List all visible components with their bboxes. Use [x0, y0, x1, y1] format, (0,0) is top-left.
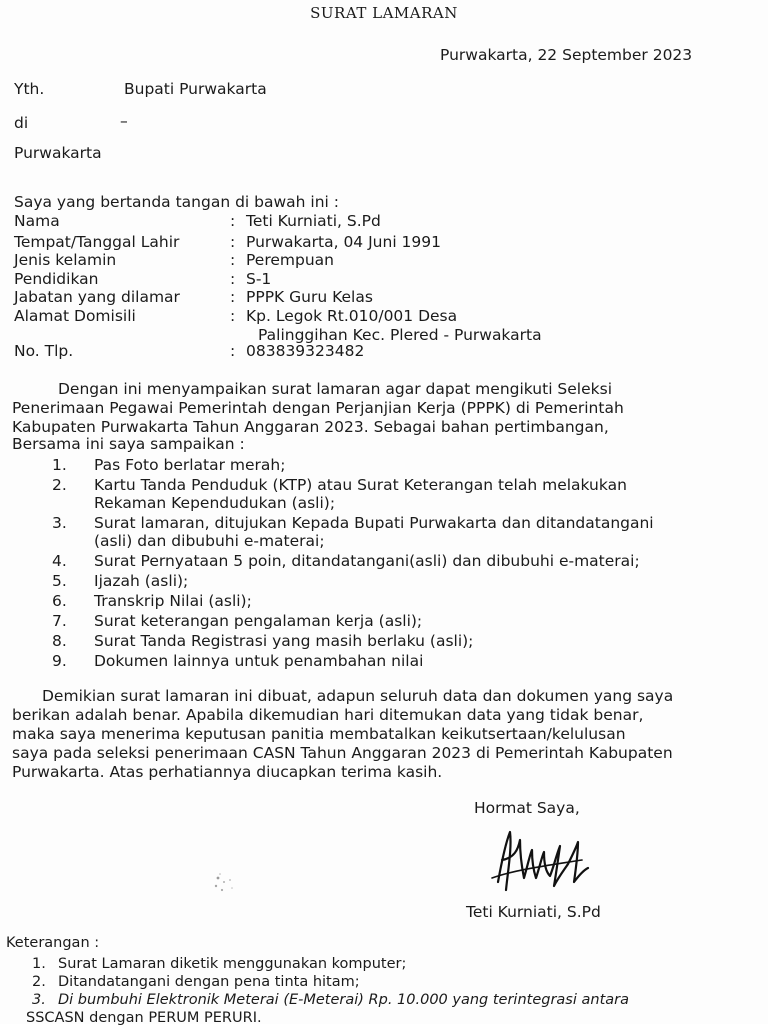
recipient-di-dash: –	[120, 112, 128, 130]
field-label: Tempat/Tanggal Lahir	[14, 233, 180, 251]
letter-title: SURAT LAMARAN	[310, 4, 458, 22]
list-text: Surat lamaran, ditujukan Kepada Bupati Purwakarta dan ditandatangani	[94, 514, 654, 532]
field-value: PPPK Guru Kelas	[246, 288, 373, 306]
list-number: 9.	[52, 652, 67, 670]
list-number: 3.	[52, 514, 67, 532]
field-value: S-1	[246, 270, 272, 288]
list-number: 7.	[52, 612, 67, 630]
field-label: Jabatan yang dilamar	[14, 288, 180, 306]
list-text: Surat Tanda Registrasi yang masih berlaku (asli);	[94, 632, 474, 650]
recipient-city: Purwakarta	[14, 144, 102, 162]
paragraph-line: maka saya menerima keputusan panitia membatalkan keikutsertaan/kelulusan	[12, 725, 626, 743]
list-text-line2: (asli) dan dibubuhi e-materai;	[94, 532, 325, 550]
paragraph-line: Bersama ini saya sampaikan :	[12, 435, 245, 453]
field-label: No. Tlp.	[14, 342, 74, 360]
field-value: Perempuan	[246, 251, 334, 269]
paper-smudge-icon	[208, 870, 248, 900]
paragraph-line: Purwakarta. Atas perhatiannya diucapkan terima kasih.	[12, 763, 443, 781]
signer-name: Teti Kurniati, S.Pd	[466, 903, 601, 921]
note-text: Surat Lamaran diketik menggunakan komputer;	[58, 956, 407, 972]
recipient-di-label: di	[14, 114, 29, 132]
note-text: SSCASN dengan PERUM PERURI.	[26, 1010, 262, 1026]
handwritten-signature	[484, 820, 594, 900]
note-number: 2.	[32, 974, 46, 990]
list-number: 2.	[52, 476, 67, 494]
field-value: Kp. Legok Rt.010/001 Desa	[246, 307, 458, 325]
list-number: 6.	[52, 592, 67, 610]
letter-date: Purwakarta, 22 September 2023	[440, 46, 693, 64]
notes-title: Keterangan :	[6, 935, 100, 951]
list-text: Surat keterangan pengalaman kerja (asli);	[94, 612, 423, 630]
recipient-yth-label: Yth.	[14, 80, 45, 98]
list-text: Dokumen lainnya untuk penambahan nilai	[94, 652, 424, 670]
field-colon: :	[230, 233, 236, 251]
paragraph-line: Demikian surat lamaran ini dibuat, adapun seluruh data dan dokumen yang saya	[42, 687, 674, 705]
field-value: Teti Kurniati, S.Pd	[246, 212, 381, 230]
field-value: 083839323482	[246, 342, 365, 360]
field-label: Jenis kelamin	[14, 251, 117, 269]
list-number: 5.	[52, 572, 67, 590]
list-number: 8.	[52, 632, 67, 650]
field-value: Purwakarta, 04 Juni 1991	[246, 233, 441, 251]
field-label: Nama	[14, 212, 60, 230]
field-label: Alamat Domisili	[14, 307, 136, 325]
note-text: Ditandatangani dengan pena tinta hitam;	[58, 974, 360, 990]
body-paragraph-1	[12, 380, 754, 454]
field-colon: :	[230, 342, 236, 360]
body-paragraph-2	[12, 687, 754, 782]
list-number: 1.	[52, 456, 67, 474]
paragraph-line: Dengan ini menyampaikan surat lamaran agar dapat mengikuti Seleksi	[58, 380, 612, 398]
note-text: Di bumbuhi Elektronik Meterai (E-Meterai) Rp. 10.000 yang terintegrasi antara	[58, 992, 629, 1008]
note-number: 3.	[32, 992, 46, 1008]
list-text: Transkrip Nilai (asli);	[94, 592, 252, 610]
note-number: 1.	[32, 956, 46, 972]
closing-salutation: Hormat Saya,	[474, 799, 580, 817]
list-text: Kartu Tanda Penduduk (KTP) atau Surat Keterangan telah melakukan	[94, 476, 627, 494]
field-label: Pendidikan	[14, 270, 99, 288]
field-colon: :	[230, 288, 236, 306]
field-colon: :	[230, 307, 236, 325]
list-text-line2: Rekaman Kependudukan (asli);	[94, 494, 336, 512]
list-number: 4.	[52, 552, 67, 570]
list-text: Pas Foto berlatar merah;	[94, 456, 286, 474]
field-value-line2: Palinggihan Kec. Plered - Purwakarta	[258, 326, 542, 344]
applicant-intro: Saya yang bertanda tangan di bawah ini :	[14, 193, 340, 211]
paragraph-line: saya pada seleksi penerimaan CASN Tahun Anggaran 2023 di Pemerintah Kabupaten	[12, 744, 673, 762]
recipient-name: Bupati Purwakarta	[124, 80, 267, 98]
field-colon: :	[230, 251, 236, 269]
list-text: Ijazah (asli);	[94, 572, 189, 590]
paragraph-line: berikan adalah benar. Apabila dikemudian hari ditemukan data yang tidak benar,	[12, 706, 644, 724]
list-text: Surat Pernyataan 5 poin, ditandatangani(asli) dan dibubuhi e-materai;	[94, 552, 640, 570]
field-colon: :	[230, 270, 236, 288]
paragraph-line: Kabupaten Purwakarta Tahun Anggaran 2023. Sebagai bahan pertimbangan,	[12, 418, 609, 436]
field-colon: :	[230, 212, 236, 230]
paragraph-line: Penerimaan Pegawai Pemerintah dengan Perjanjian Kerja (PPPK) di Pemerintah	[12, 399, 624, 417]
